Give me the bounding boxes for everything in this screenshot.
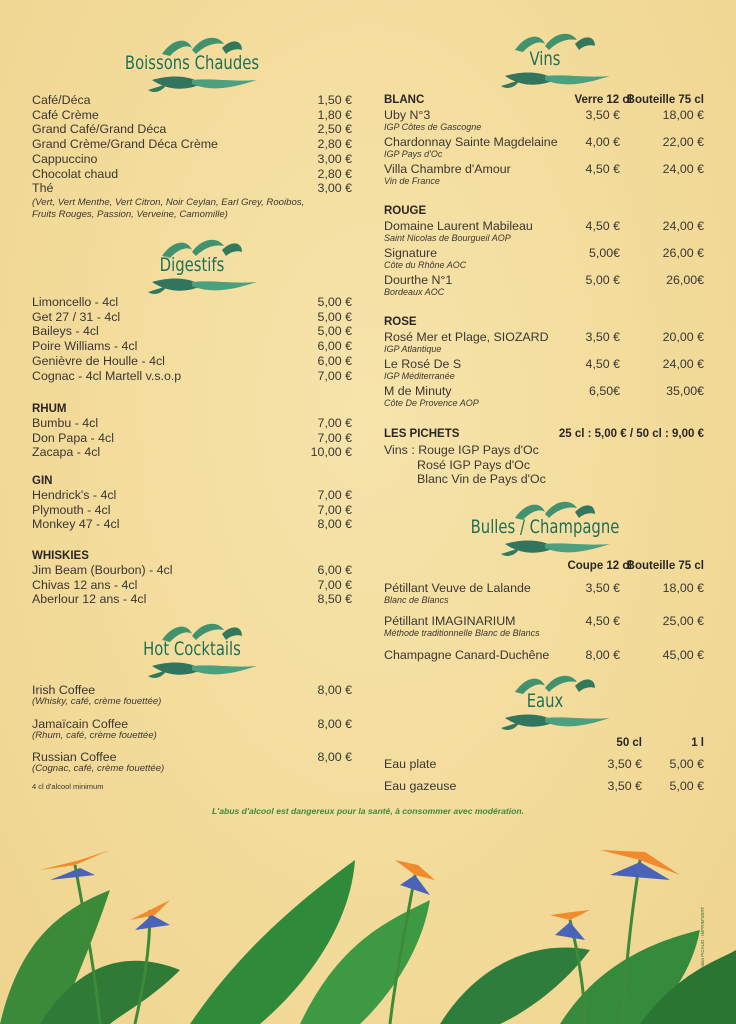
price-50cl: 3,50 € [607,778,642,793]
wine-name: Pétillant IMAGINARIUM [384,614,516,628]
section-title: Digestifs [159,254,225,276]
item-price: 5,00 € [317,295,352,309]
section-title: Eaux [526,690,564,712]
section-title-vins [445,30,645,90]
bottle-price: 26,00€ [666,273,704,287]
item-name: Cognac - 4cl Martell v.s.o.p [32,368,182,383]
wine-appellation: Méthode traditionnelle Blanc de Blancs [384,628,540,638]
item-price: 1,80 € [317,107,352,122]
tea-varieties-note: (Vert, Vert Menthe, Vert Citron, Noir Ceylan, Earl Grey, Rooibos, [32,197,305,208]
item-name: Bumbu - 4cl [32,416,99,430]
cocktail-price: 8,00 € [317,750,352,764]
bottle-price: 45,00 € [662,648,704,662]
item-price: 7,00 € [317,488,352,502]
item-name: Aberlour 12 ans - 4cl [32,592,147,607]
item-name: Café/Déca [32,93,91,107]
wine-name: Dourthe N°1 [384,273,453,287]
glass-price: 5,00€ [588,246,620,260]
category-rose: ROSE [384,316,417,328]
wine-appellation: Blanc de Blancs [384,595,449,605]
item-price: 8,50 € [317,592,352,607]
item-name: Chivas 12 ans - 4cl [32,577,138,592]
category-pichets: LES PICHETS [384,428,460,440]
wine-appellation: Côte du Rhône AOC [384,260,467,270]
wine-name: Villa Chambre d'Amour [384,162,511,176]
pichets-prices: 25 cl : 5,00 € / 50 cl : 9,00 € [558,428,704,440]
section-title-hot-cocktails [92,620,292,680]
glass-price: 6,50€ [588,384,620,398]
pichet-wine: Blanc Vin de Pays d'Oc [417,472,546,486]
item-name: Limoncello - 4cl [32,295,119,309]
section-title-digestifs [92,236,292,296]
cocktail-name: Russian Coffee [32,750,117,764]
item-price: 7,00 € [317,416,352,430]
bottle-price: 20,00 € [662,330,704,344]
bottle-price: 26,00 € [662,246,704,260]
item-price: 6,00 € [317,339,352,354]
item-name: Poire Williams - 4cl [32,339,138,354]
item-price: 2,50 € [317,122,352,137]
water-name: Eau plate [384,757,437,771]
printer-credit: Impression PICAUD · IMPRIM'VERT [700,906,705,980]
section-title: Boissons Chaudes [124,52,260,74]
bottle-price: 18,00 € [662,581,704,595]
section-title: Vins [529,48,561,70]
item-name: Jim Beam (Bourbon) - 4cl [32,563,173,577]
item-name: Don Papa - 4cl [32,430,114,445]
item-name: Grand Crème/Grand Déca Crème [32,137,218,152]
wine-appellation: Saint Nicolas de Bourgueil AOP [384,233,511,243]
tropical-plants-illustration [0,820,736,1024]
section-title-eaux [445,672,645,732]
item-name: Genièvre de Houlle - 4cl [32,353,165,368]
wine-appellation: Bordeaux AOC [384,287,445,297]
column-header-bottle: Bouteille 75 cl [626,560,704,572]
item-price: 5,00 € [317,309,352,324]
item-name: Monkey 47 - 4cl [32,517,120,532]
section-title: Hot Cocktails [143,638,241,660]
column-header-bottle: Bouteille 75 cl [626,94,704,106]
glass-price: 3,50 € [585,581,620,595]
bottle-price: 24,00 € [662,162,704,176]
bottle-price: 35,00€ [666,384,704,398]
section-title: Bulles / Champagne [470,516,620,538]
item-price: 3,00 € [317,151,352,166]
column-header-glass: Verre 12 cl [574,94,632,106]
wine-name: Domaine Laurent Mabileau [384,219,533,233]
bottle-price: 22,00 € [662,135,704,149]
wine-appellation: IGP Côtes de Gascogne [384,122,482,132]
bottle-price: 24,00 € [662,219,704,233]
price-1l: 5,00 € [669,778,704,793]
item-price: 3,00 € [317,181,352,196]
item-price: 7,00 € [317,577,352,592]
bottle-price: 18,00 € [662,108,704,122]
wine-name: M de Minuty [384,384,452,398]
item-name: Grand Café/Grand Déca [32,122,167,137]
glass-price: 4,50 € [585,162,620,176]
category-blanc: BLANC [384,94,425,106]
cocktail-name: Jamaïcain Coffee [32,716,129,731]
tea-varieties-note: Fruits Rouges, Passion, Verveine, Camomille) [32,209,228,220]
price-50cl: 3,50 € [607,757,642,771]
cocktail-ingredients: (Rhum, café, crème fouettée) [32,729,157,741]
glass-price: 8,00 € [585,648,620,662]
item-name: Hendrick's - 4cl [32,488,117,502]
item-price: 2,80 € [317,166,352,181]
item-price: 10,00 € [310,445,352,460]
column-header-50cl: 50 cl [616,737,642,749]
wine-name: Champagne Canard-Duchêne [384,648,550,662]
section-title-bulles [445,498,645,558]
item-name: Café Crème [32,107,99,122]
glass-price: 4,50 € [585,614,620,628]
glass-price: 3,50 € [585,330,620,344]
item-price: 6,00 € [317,353,352,368]
wine-appellation: Vin de France [384,176,440,186]
cocktail-price: 8,00 € [317,683,352,697]
alcohol-minimum-note: 4 cl d'alcool minimum [32,782,104,791]
wine-name: Pétillant Veuve de Lalande [384,581,531,595]
glass-price: 4,50 € [585,219,620,233]
category-rhum: RHUM [32,403,67,415]
cocktail-ingredients: (Cognac, café, crème fouettée) [32,763,165,774]
category-gin: GIN [32,475,53,487]
item-price: 5,00 € [317,324,352,339]
wine-name: Rosé Mer et Plage, SIOZARD [384,330,549,344]
wine-appellation: Côte De Provence AOP [384,398,479,408]
glass-price: 5,00 € [585,273,620,287]
wine-name: Uby N°3 [384,108,431,122]
alcohol-disclaimer: L'abus d'alcool est dangereux pour la santé, à consommer avec modération. [211,806,525,816]
category-rouge: ROUGE [384,205,427,217]
column-header-coupe: Coupe 12 cl [567,560,632,572]
item-price: 7,00 € [317,430,352,445]
cocktail-ingredients: (Whisky, café, crème fouettée) [32,696,162,707]
glass-price: 4,00 € [585,135,620,149]
water-name: Eau gazeuse [384,778,457,793]
item-name: Thé [32,181,54,196]
column-header-1l: 1 l [691,737,704,749]
wine-appellation: IGP Méditerranée [384,371,455,381]
bird-of-paradise-flowers [40,850,680,940]
glass-price: 3,50 € [585,108,620,122]
wine-name: Le Rosé De S [384,357,462,371]
item-price: 6,00 € [317,563,352,577]
item-name: Zacapa - 4cl [32,445,101,460]
item-name: Cappuccino [32,151,98,166]
wine-name: Chardonnay Sainte Magdelaine [384,135,558,149]
pichet-wine: Rosé IGP Pays d'Oc [417,457,531,472]
item-name: Get 27 / 31 - 4cl [32,309,121,324]
pichet-wine: Vins : Rouge IGP Pays d'Oc [384,443,539,457]
price-1l: 5,00 € [669,757,704,771]
bottle-price: 25,00 € [662,614,704,628]
cocktail-name: Irish Coffee [32,683,96,697]
item-price: 8,00 € [317,517,352,532]
item-price: 7,00 € [317,368,352,383]
wine-appellation: IGP Atlantique [384,344,442,354]
item-price: 7,00 € [317,502,352,517]
item-price: 2,80 € [317,137,352,152]
item-price: 1,50 € [317,93,352,107]
item-name: Chocolat chaud [32,166,119,181]
cocktail-price: 8,00 € [317,716,352,731]
wine-appellation: IGP Pays d'Oc [384,149,443,159]
category-whiskies: WHISKIES [32,550,89,562]
glass-price: 4,50 € [585,357,620,371]
item-name: Plymouth - 4cl [32,502,111,517]
item-name: Baileys - 4cl [32,324,99,339]
section-title-hot-drinks [92,34,292,94]
wine-name: Signature [384,246,438,260]
bottle-price: 24,00 € [662,357,704,371]
